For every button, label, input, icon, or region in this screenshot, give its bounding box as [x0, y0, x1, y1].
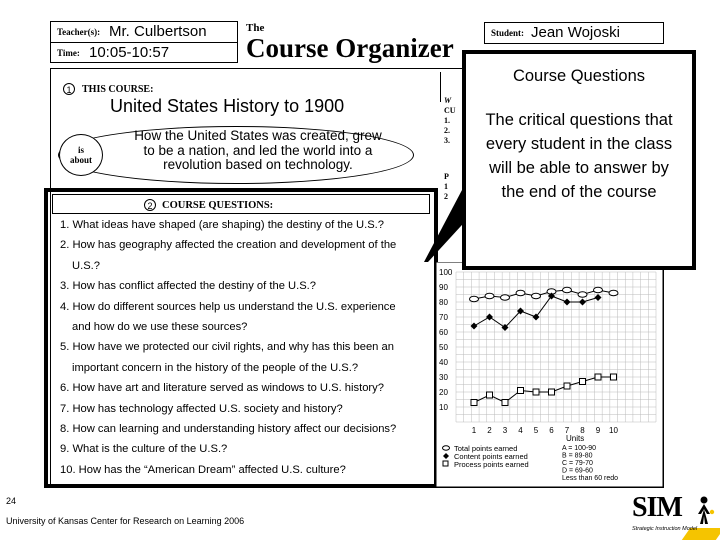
x-tick-label: 5 [533, 426, 539, 435]
p-number: 2 [444, 192, 448, 201]
sim-logo [632, 492, 720, 540]
y-tick-label: 40 [439, 358, 448, 367]
x-tick-label: 1 [471, 426, 477, 435]
page-title: Course Organizer [246, 33, 454, 63]
title-small: The [246, 22, 265, 34]
time-value: 10:05-10:57 [89, 44, 170, 61]
y-tick-label: 100 [439, 268, 453, 277]
y-tick-label: 50 [439, 343, 448, 352]
is-label: is [77, 145, 84, 155]
teacher-name: Mr. Culbertson [109, 23, 207, 40]
section-number-1: 1 [63, 83, 75, 95]
logo-subtitle: Strategic Instruction Model [632, 526, 698, 532]
page-number: 24 [6, 496, 17, 506]
callout-title: Course Questions [512, 67, 646, 85]
question-item: 5. How have we protected our civil rights, and why has this been an [60, 341, 394, 354]
course-label: THIS COURSE: [82, 84, 154, 95]
about-label: about [69, 155, 92, 165]
question-item: 3. How has conflict affected the destiny of the U.S.? [60, 280, 317, 293]
x-tick-label: 3 [502, 426, 508, 435]
about-line: to be a nation, and led the world into a [143, 142, 373, 158]
question-item: 8. How can learning and understanding history affect our decisions? [60, 423, 397, 436]
y-tick-label: 70 [439, 313, 448, 322]
person-icon [692, 496, 716, 526]
x-axis-label: Units [566, 434, 585, 443]
cu-label: CU [444, 106, 456, 115]
x-tick-label: 9 [595, 426, 601, 435]
question-item: 1. What ideas have shaped (are shaping) the destiny of the U.S.? [60, 219, 385, 231]
p-label: P [444, 172, 449, 181]
x-tick-label: 2 [487, 426, 492, 435]
student-label: Student: [491, 28, 525, 38]
question-item: 6. How have art and literature served as windows to U.S. history? [60, 382, 384, 395]
question-item: 2. How has geography affected the creation and development of the [60, 239, 397, 252]
question-item: 4. How do different sources help us understand the U.S. experience [60, 300, 396, 313]
course-name: United States History to 1900 [110, 96, 345, 116]
legend-label: Process points earned [454, 460, 529, 469]
about-line: How the United States was created, grew [134, 128, 382, 143]
teacher-label: Teacher(s): [57, 27, 101, 37]
x-tick-label: 7 [564, 426, 570, 435]
callout-body: The critical questions that every student in the class will be able to answer by the end of the course [485, 111, 673, 201]
question-item: 10. How has the “American Dream” affected U.S. culture? [60, 463, 346, 476]
y-tick-label: 90 [439, 283, 448, 292]
callout-box [462, 50, 696, 270]
list-number: 2. [444, 126, 450, 135]
questions-label: COURSE QUESTIONS: [162, 200, 274, 211]
question-item: 7. How has technology affected U.S. society and history? [60, 402, 343, 415]
y-tick-label: 30 [439, 373, 448, 382]
p-number: 1 [444, 182, 448, 191]
student-name: Jean Wojoski [531, 24, 620, 41]
list-number: 1. [444, 116, 450, 125]
list-number: 3. [444, 136, 450, 145]
legend-label: Total points earned [454, 444, 518, 453]
footer-credit: University of Kansas Center for Research on Learning 2006 [6, 516, 245, 526]
grade-legend-item: Less than 60 redo [562, 475, 619, 482]
y-tick-label: 80 [439, 298, 448, 307]
legend-label: Content points earned [454, 452, 528, 461]
question-item: important concern in the history of the people of the U.S.? [72, 361, 359, 374]
y-tick-label: 10 [439, 403, 448, 412]
grade-legend-item: D = 69-60 [562, 467, 593, 475]
section-number-2: 2 [144, 199, 156, 211]
question-item: and how do we use these sources? [72, 321, 248, 334]
question-item: U.S.? [72, 259, 100, 272]
grade-legend-item: B = 89-80 [562, 452, 593, 460]
logo-text: SIM [632, 492, 682, 523]
grade-legend-item: C = 79-70 [562, 460, 593, 467]
y-tick-label: 20 [439, 388, 448, 397]
x-tick-label: 10 [609, 426, 618, 435]
grade-legend-item: A = 100-90 [562, 445, 597, 452]
x-tick-label: 4 [518, 426, 523, 435]
time-label: Time: [57, 48, 80, 58]
w-label: W [444, 96, 452, 105]
about-line: revolution based on technology. [163, 157, 353, 172]
x-tick-label: 8 [580, 426, 585, 435]
x-tick-label: 6 [549, 426, 554, 435]
question-item: 9. What is the culture of the U.S.? [60, 443, 228, 456]
y-tick-label: 60 [439, 328, 448, 337]
